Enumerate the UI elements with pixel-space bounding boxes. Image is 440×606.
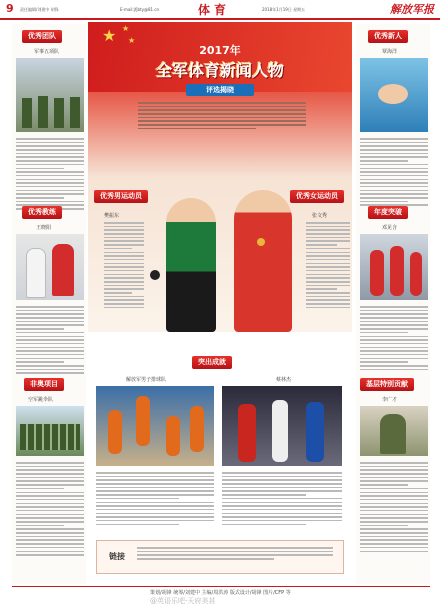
- tag-outstanding-achievement: 突出成就: [192, 356, 232, 369]
- coach-photo: [16, 234, 84, 300]
- star-icon: ★: [122, 24, 130, 33]
- page-number: 9: [6, 2, 14, 15]
- email-address: E-mail:jfjbty@81.cn: [120, 7, 160, 12]
- grassroots-name: 李广才: [382, 397, 398, 403]
- star-icon: ★: [128, 36, 136, 45]
- grassroots-photo: [360, 406, 428, 456]
- female-article-text: [306, 222, 350, 330]
- breakthrough-photo: [360, 234, 428, 300]
- male-athlete-name: 樊振东: [104, 213, 120, 219]
- coach-name: 王晓阳: [36, 225, 52, 231]
- tag-outstanding-coach: 优秀教练: [22, 206, 62, 219]
- team-name: 军事五项队: [34, 49, 60, 55]
- link-text: [137, 547, 333, 571]
- female-athlete-name: 张文秀: [312, 213, 328, 219]
- tag-outstanding-team: 优秀团队: [22, 30, 62, 43]
- section-title: 体育: [198, 3, 231, 17]
- page-header: [0, 0, 440, 20]
- male-article-text: [104, 222, 144, 330]
- newcomer-name: 覃海洋: [382, 49, 398, 55]
- right-column: [356, 24, 430, 584]
- parachute-team-photo: [16, 406, 84, 456]
- boxing-article-text: [222, 472, 342, 538]
- star-icon: ★: [102, 26, 117, 45]
- non-olympic-name: 空军跳伞队: [28, 397, 54, 403]
- swimmer-photo: [360, 58, 428, 132]
- tag-grassroots-contribution: 基层特别贡献: [360, 378, 414, 391]
- masthead-logo: 解放军报: [390, 3, 434, 16]
- watermark: @英语乐吧-天府美甚: [150, 597, 216, 605]
- left-column: [12, 24, 86, 584]
- boxing-photo: [222, 386, 342, 466]
- grassroots-article-text: [360, 462, 428, 580]
- tag-female-athlete: 优秀女运动员: [290, 190, 344, 203]
- male-athlete-photo: [166, 198, 216, 332]
- achievement-athlete-name: 蔡林杰: [276, 377, 292, 383]
- editor-info: 责任编辑/刘建中 胡锋: [20, 7, 59, 12]
- volleyball-photo: [96, 386, 214, 466]
- banner-subtitle: 评选揭晓: [186, 84, 254, 96]
- paddle-icon: [150, 270, 160, 280]
- tag-non-olympic: 非奥项目: [24, 378, 64, 391]
- tag-outstanding-newcomer: 优秀新人: [368, 30, 408, 43]
- banner-year: 2017年: [199, 44, 241, 57]
- footer-rule: [12, 586, 430, 587]
- medal-icon: [257, 238, 265, 246]
- team-photo: [16, 58, 84, 132]
- link-box: [96, 540, 344, 574]
- issue-date: 2018年1月19日 星期五: [262, 7, 306, 12]
- footer-credits: 策划/胡锋 统筹/刘建中 主编/周洪涛 版式设计/胡锋 图片/CFP 等: [150, 590, 291, 596]
- link-label: 链接: [109, 552, 125, 561]
- intro-text: [138, 102, 306, 132]
- achievement-team-name: 解放军男子排球队: [126, 377, 167, 383]
- volleyball-article-text: [96, 472, 214, 538]
- tag-male-athlete: 优秀男运动员: [94, 190, 148, 203]
- non-olympic-article-text: [16, 462, 84, 580]
- breakthrough-name: 邓见含: [382, 225, 398, 231]
- female-athlete-photo: [234, 190, 292, 332]
- tag-breakthrough: 年度突破: [368, 206, 408, 219]
- banner-title: 全军体育新闻人物: [155, 61, 284, 80]
